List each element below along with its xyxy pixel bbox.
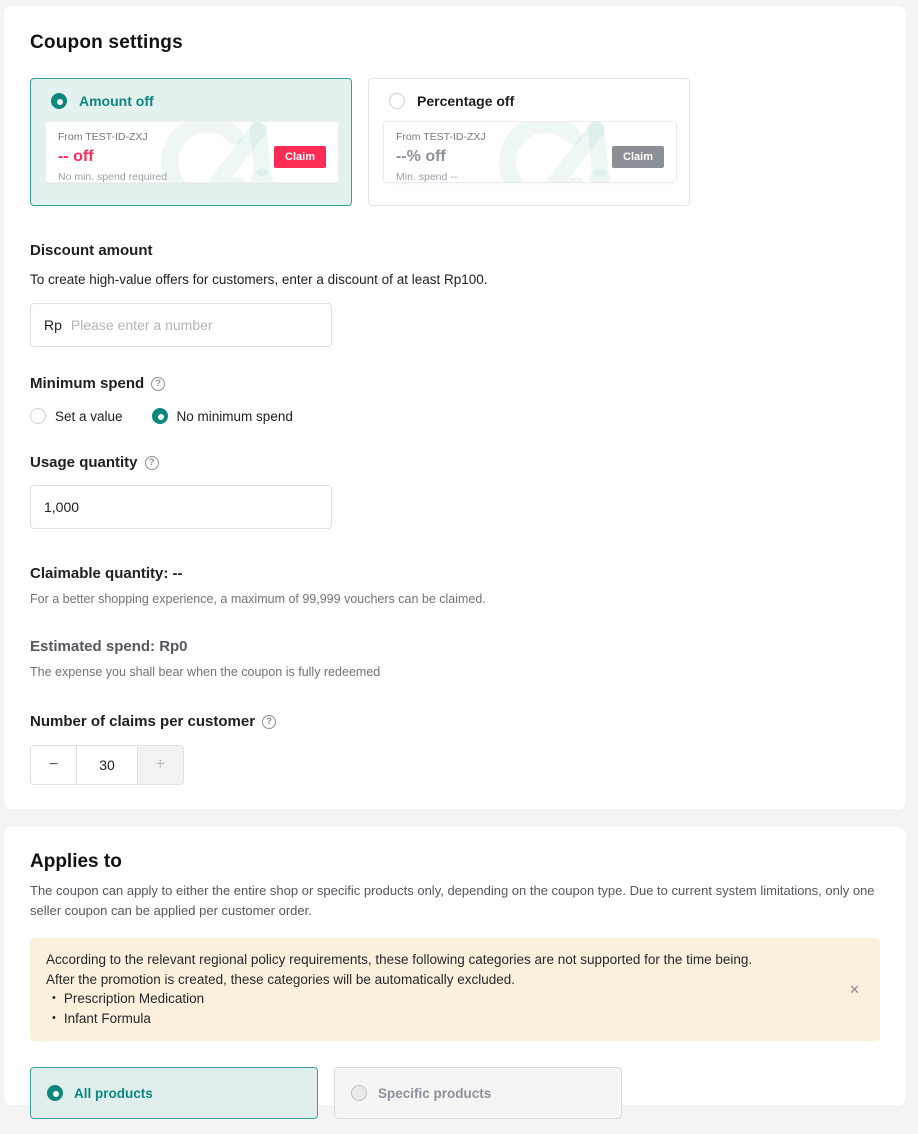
radio-no-minimum-spend[interactable] (152, 408, 168, 424)
option-label: No minimum spend (176, 408, 293, 424)
usage-quantity-input[interactable] (44, 499, 318, 515)
applies-to-card (4, 827, 906, 1105)
coupon-preview-condition: Min. spend -- (396, 171, 458, 183)
banner-excluded-category (46, 989, 752, 1009)
applies-to-description: The coupon can apply to either the entire shop or specific products only, depending on the coupon type. Due to current system limitations, only one seller coupon can be applied per customer order. (30, 883, 875, 919)
minimum-spend-heading (30, 375, 880, 392)
radio-specific-products[interactable] (351, 1085, 367, 1101)
scope-specific-products[interactable] (334, 1067, 622, 1119)
coupon-preview-percentage (383, 121, 677, 183)
discount-amount-field[interactable] (30, 303, 332, 347)
help-icon[interactable]: ? (151, 377, 165, 391)
stepper-increase-button[interactable]: + (138, 746, 183, 784)
minimum-spend-heading-text: Minimum spend (30, 375, 145, 392)
coupon-type-amount-off[interactable] (30, 78, 352, 206)
coupon-preview-from: From TEST-ID-ZXJ (396, 131, 486, 143)
claims-per-customer-stepper (30, 745, 184, 785)
close-icon[interactable]: ✕ (845, 978, 864, 1002)
radio-all-products[interactable] (47, 1085, 63, 1101)
coupon-preview-condition: No min. spend required (58, 171, 168, 183)
estimated-spend-heading: Estimated spend: Rp0 (30, 638, 188, 655)
page-title: Coupon settings (30, 32, 183, 53)
banner-item-label: • Infant Formula (63, 1011, 151, 1027)
coupon-preview-from: From TEST-ID-ZXJ (58, 131, 148, 143)
coupon-type-label: Amount off (79, 93, 154, 109)
claims-per-customer-heading (30, 713, 880, 730)
option-label: Set a value (55, 408, 123, 424)
option-set-a-value[interactable] (30, 408, 123, 424)
discount-amount-description: To create high-value offers for customers, enter a discount of at least Rp100. (30, 272, 488, 287)
discount-amount-heading: Discount amount (30, 242, 153, 259)
option-no-minimum-spend[interactable] (152, 408, 293, 424)
estimated-spend-description: The expense you shall bear when the coupon is fully redeemed (30, 665, 381, 679)
coupon-preview-amount (45, 121, 339, 183)
claimable-quantity-description: For a better shopping experience, a maximum of 99,999 vouchers can be claimed. (30, 592, 486, 606)
usage-quantity-heading (30, 454, 880, 471)
scope-label: Specific products (378, 1085, 492, 1101)
banner-excluded-category (46, 1009, 752, 1029)
claims-per-customer-heading-text: Number of claims per customer (30, 713, 256, 730)
product-scope-selector (30, 1067, 880, 1119)
minimum-spend-options (30, 408, 880, 424)
policy-warning-banner (30, 938, 880, 1041)
stepper-decrease-button[interactable]: − (31, 746, 76, 784)
banner-item-label: • Prescription Medication (63, 991, 205, 1007)
coupon-type-selector (30, 78, 880, 206)
help-icon[interactable]: ? (262, 715, 276, 729)
usage-quantity-field[interactable] (30, 485, 332, 529)
coupon-preview-value: --% off (396, 148, 446, 165)
discount-amount-input[interactable] (71, 317, 318, 333)
scope-all-products[interactable] (30, 1067, 318, 1119)
radio-percentage-off[interactable] (389, 93, 405, 109)
claim-button[interactable]: Claim (274, 146, 326, 168)
coupon-type-percentage-off[interactable] (368, 78, 690, 206)
currency-prefix: Rp (44, 317, 62, 333)
banner-line-1: According to the relevant regional policy requirements, these following categories are not supported for the time being. (46, 952, 753, 968)
coupon-settings-card (4, 6, 906, 809)
radio-amount-off[interactable] (51, 93, 67, 109)
claimable-quantity-heading: Claimable quantity: -- (30, 565, 183, 582)
radio-set-a-value[interactable] (30, 408, 46, 424)
banner-line-2: After the promotion is created, these categories will be automatically excluded. (46, 971, 515, 987)
scope-label: All products (74, 1085, 153, 1101)
claim-button[interactable]: Claim (612, 146, 664, 168)
coupon-preview-value: -- off (58, 148, 94, 165)
usage-quantity-heading-text: Usage quantity (30, 454, 138, 471)
stepper-value[interactable]: 30 (76, 746, 137, 784)
help-icon[interactable]: ? (145, 456, 159, 470)
applies-to-title: Applies to (30, 851, 122, 872)
coupon-type-label: Percentage off (417, 93, 515, 109)
